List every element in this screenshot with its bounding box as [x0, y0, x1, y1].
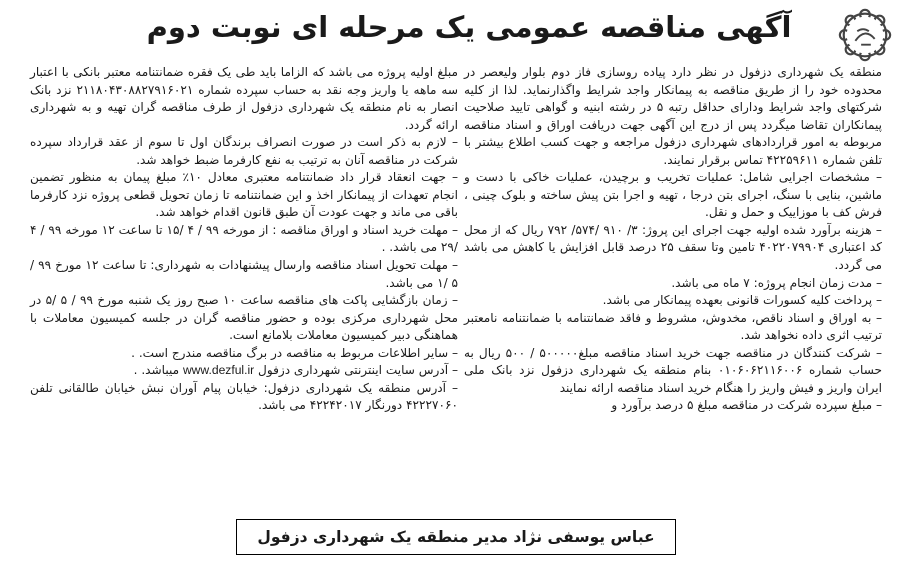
notice-right-column [464, 64, 882, 415]
invalid-documents-note: – به اوراق و اسناد ناقص، مخدوش، مشروط و فاقد ضمانتنامه با ضمانتنامه نامعتبر ترتیب اثری داده نخواهد شد. [464, 310, 882, 343]
municipality-emblem-icon [836, 6, 894, 64]
bid-deposit: – مبلغ سپرده شرکت در مناقصه مبلغ ۵ درصد برآورد و [611, 398, 882, 413]
estimated-cost: – هزینه برآورد شده اولیه جهت اجرای این پروژ: ۳/ ۹۱۰ /۵۷۴/ ۷۹۲ ریال که از محل کد اعتباری ۴۰۲۲۰۷۹۹۰۴ تامین وتا سقف ۲۵ درصد قابل افزایش یا کاهش می باشد می گردد. [464, 222, 882, 273]
performance-guarantee: – جهت انعقاد قرار داد ضمانتنامه معتبری معادل ۱۰٪ مبلغ پیمان به منظور تضمین انجام تعهدات از پیمانکار اخذ و این ضمانتنامه تا زمان تحویل قطعی پروژه نزد کارفرما باقی می ماند و جهت عودت آن طبق قانون اقدام خواهد شد. [30, 170, 458, 220]
opening-session: – زمان بازگشایی پاکت های مناقصه ساعت ۱۰ صبح روز یک شنبه مورخ ۹۹ / ۵ /۵ در محل شهرداری مرکزی بوده و حضور مناقصه گران در جلسه کمیسیون معاملات با هماهنگی دبیر کمیسیون معاملات بلامانع است. [30, 293, 458, 343]
winner-withdrawal-note: – لازم به ذکر است در صورت انصراف برندگان اول تا سوم از عقد قرارداد سپرده شرکت در مناقصه آنان به ترتیب به نفع کارفرما ضبط خواهد شد. [30, 135, 458, 167]
submission-deadline: – مهلت تحویل اسناد مناقصه وارسال پیشنهادات به شهرداری: تا ساعت ۱۲ مورخ ۹۹ / ۵ /۱ می باشد. [30, 258, 459, 290]
other-info: – سایر اطلاعات مربوط به مناقصه در برگ مناقصه مندرج است. . [131, 345, 458, 360]
document-purchase-fee: – شرکت کنندگان در مناقصه جهت خرید اسناد مناقصه مبلغ۵۰۰۰۰۰ / ۵۰۰ ریال به حساب شماره ۰۱۰۶۰۶۲۱۱۶۰۰۶ بنام منطقه یک شهرداری دزفول نزد بانک ملی ایران واریز و فیش واریز را هنگام خرید اسناد مناقصه ارائه نمایند [464, 345, 883, 395]
legal-deductions: – پرداخت کلیه کسورات قانونی بعهده پیمانکار می باشد. [602, 293, 882, 308]
notice-title: آگهی مناقصه عمومی یک مرحله ای نوبت دوم [146, 10, 792, 44]
intro-paragraph: منطقه یک شهرداری دزفول در نظر دارد پیاده روسازی فاز دوم بلوار ولیعصر در محدوده خود را از طریق مناقصه به پیمانکار واجد شرایط واگذارنماید. لذا از کلیه شرکتهای واجد شرایط ودارای حداقل رتبه ۵ در رشته ابنیه و گواهی تایید صلاحیت پیمانکاران تقاضا میگردد پس از درج این آگهی جهت دریافت اوراق و اسناد مناقصه مربوطه به امور قراردادهای شهرداری دزفول مراجعه و جهت کسب اطلاع بیشتر با تلفن شماره ۴۲۲۵۹۶۱۱ تماس برقرار نمایند. [464, 65, 882, 167]
website-suffix: میباشد. . [133, 363, 183, 378]
purchase-deadline: – مهلت خرید اسناد و اوراق مناقصه : از مورخه ۹۹ / ۴ /۱۵ تا ساعت ۱۲ مورخه ۹۹ / ۴ /۲۹ می باشد. . [30, 222, 459, 255]
notice-left-column [30, 64, 458, 415]
execution-specs: – مشخصات اجرایی شامل: عملیات تخریب و برچیدن، عملیات خاکی با دست و ماشین، بنایی با سنگ، اجرای بتن درجا ، تهیه و اجرا بتن پیش ساخته و بلوک چینی ، فرش کف با موزاییک و حمل و نقل. [464, 170, 882, 220]
signature-box [236, 519, 676, 555]
bid-deposit-continued: مبلغ اولیه پروژه می باشد که الزاما باید طی یک فقره ضمانتنامه معتبر بانکی با اعتبار سه ماهه یا واریز وجه نقد به حساب سپرده شماره ۲۱۱۸۰۴۳۰۸۸۲۷۹۱۶۰۲۱ نزد بانک انصار به نام منطقه یک شهرداری دزفول از طرف مناقصه گران تهیه و به شهرداری ارائه گردد. [30, 65, 458, 132]
website-link[interactable]: www.dezful.ir [182, 363, 255, 378]
district-address: – آدرس منطقه یک شهرداری دزفول: خیابان پیام آوران نبش خیابان طالقانی تلفن ۴۲۲۲۷۰۶۰ دورنگار ۴۲۲۴۲۰۱۷ می باشد. [30, 380, 458, 413]
project-duration: – مدت زمان انجام پروژه: ۷ ماه می باشد. [671, 275, 882, 290]
signature-text: عباس یوسفی نژاد مدیر منطقه یک شهرداری دزفول [257, 528, 655, 546]
website-prefix: – آدرس سایت اینترنتی شهرداری دزفول [254, 363, 458, 378]
website-paragraph [30, 362, 458, 380]
